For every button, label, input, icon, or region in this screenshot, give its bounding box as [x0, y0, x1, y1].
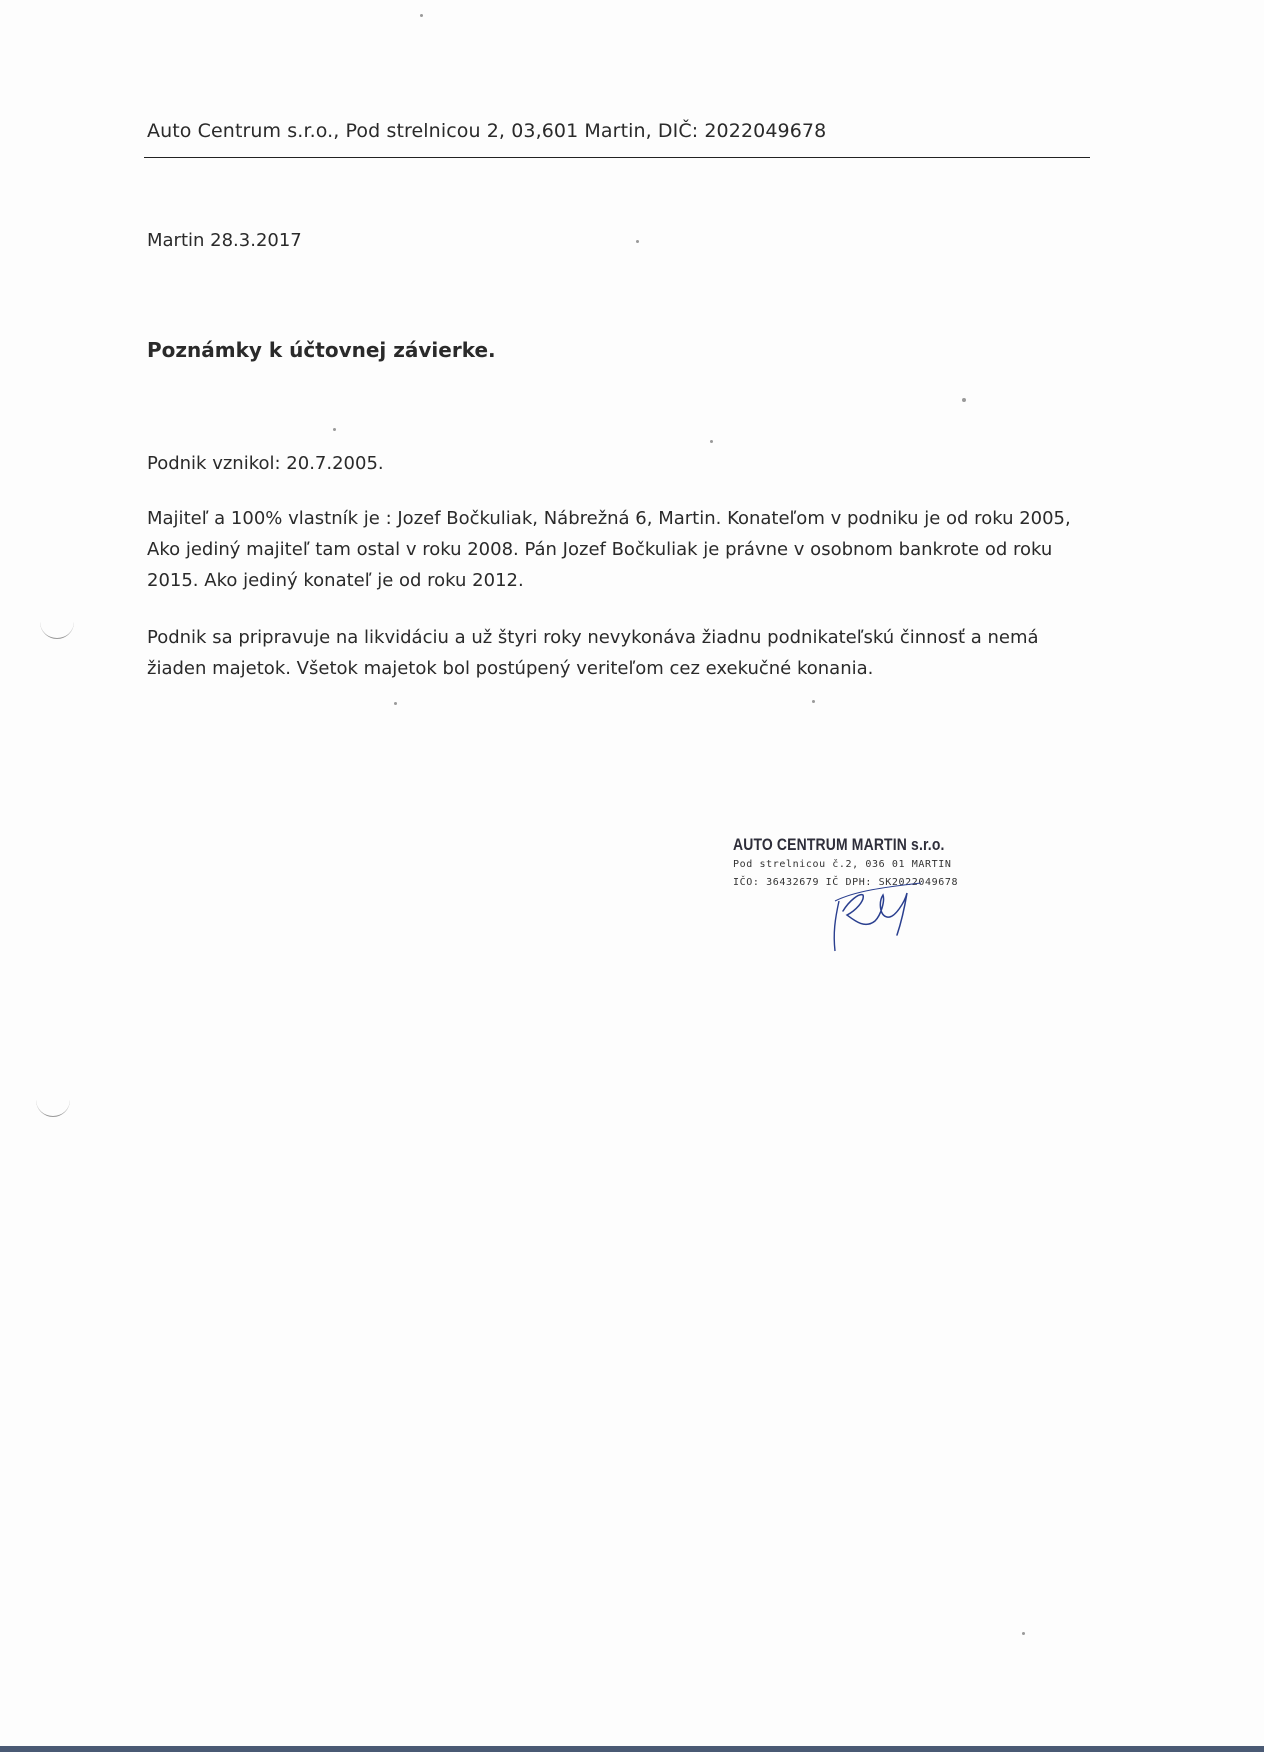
paragraph-founded: Podnik vznikol: 20.7.2005.	[147, 453, 384, 474]
letterhead-company-address: Auto Centrum s.r.o., Pod strelnicou 2, 03,601 Martin, DIČ: 2022049678	[147, 120, 827, 142]
scan-speck	[420, 14, 423, 17]
scan-speck	[812, 700, 815, 703]
scan-bottom-edge	[0, 1746, 1264, 1752]
paragraph-owner: Majiteľ a 100% vlastník je : Jozef Bočkuliak, Nábrežná 6, Martin. Konateľom v podniku je od roku 2005, Ako jediný majiteľ tam ostal v roku 2008. Pán Jozef Bočkuliak je právne v osobnom bankrote od roku 2015. Ako jediný konateľ je od roku 2012.	[147, 508, 1071, 591]
scan-speck	[333, 428, 336, 431]
scan-speck	[710, 440, 713, 443]
company-stamp	[733, 835, 965, 955]
scan-speck	[636, 240, 639, 243]
punch-hole-mark	[40, 620, 74, 639]
punch-hole-mark	[36, 1098, 70, 1117]
paragraph-liquidation: Podnik sa pripravuje na likvidáciu a už štyri roky nevykonáva žiadnu podnikateľskú činnosť a nemá žiaden majetok. Všetok majetok bol postúpený veriteľom cez exekučné konania.	[147, 627, 1039, 679]
stamp-address: Pod strelnicou č.2, 036 01 MARTIN	[733, 859, 952, 870]
letterhead-divider	[144, 157, 1090, 158]
stamp-ids: IČO: 36432679 IČ DPH: SK2022049678	[733, 877, 959, 888]
stamp-company-name: AUTO CENTRUM MARTIN s.r.o.	[733, 835, 945, 854]
scan-speck	[1022, 1632, 1025, 1635]
scan-speck	[394, 702, 397, 705]
scan-speck	[962, 398, 966, 402]
document-title: Poznámky k účtovnej závierke.	[147, 338, 496, 362]
document-date: Martin 28.3.2017	[147, 230, 302, 251]
handwritten-signature-icon	[825, 871, 955, 955]
